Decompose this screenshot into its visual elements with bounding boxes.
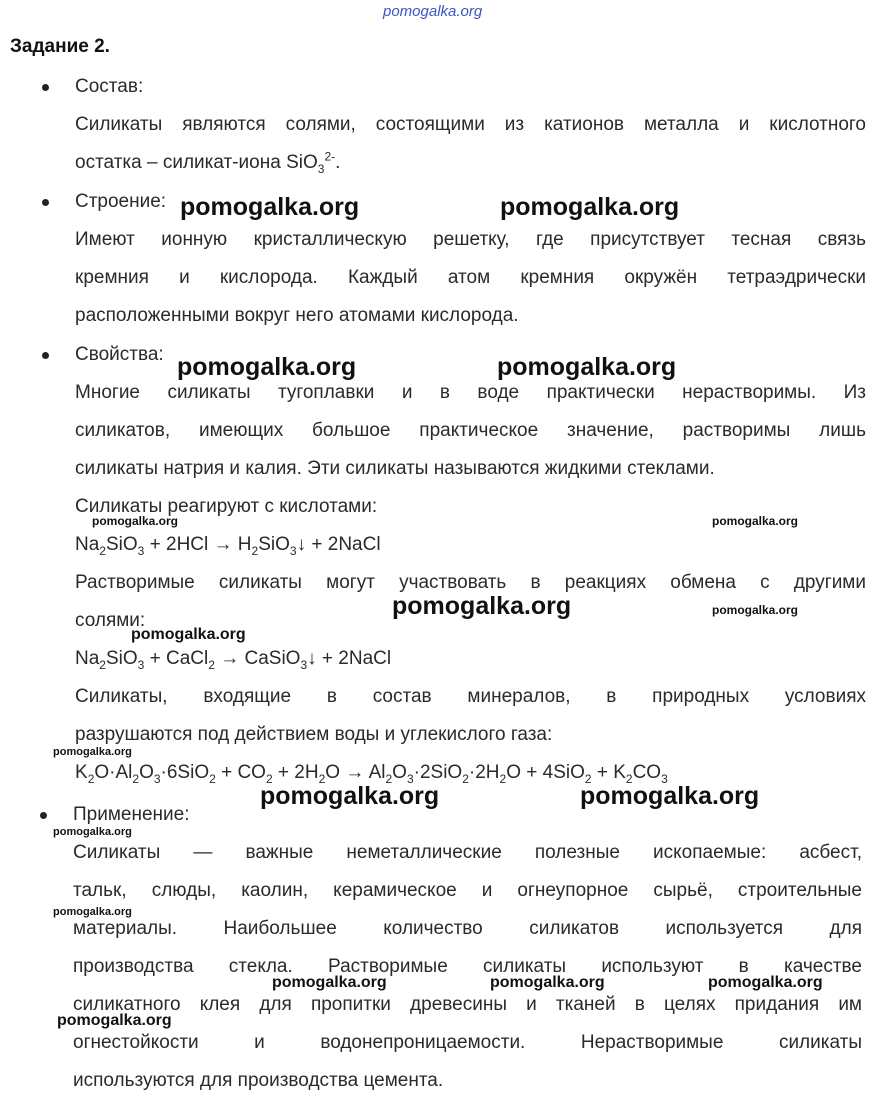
composition-line-2: остатка – силикат-иона SiO$_3^{2-}$. [75, 149, 341, 176]
application-line-5: силикатного клея для пропитки древесины и тканей в целях придания им [73, 994, 862, 1015]
structure-line-3: расположенными вокруг него атомами кислорода. [75, 305, 519, 326]
properties-line-3: силикаты натрия и калия. Эти силикаты называются жидкими стеклами. [75, 458, 715, 479]
application-line-4: производства стекла. Растворимые силикаты используют в качестве [73, 956, 862, 977]
application-line-7: используются для производства цемента. [73, 1070, 444, 1091]
properties-line-4: Силикаты реагируют с кислотами: [75, 496, 378, 517]
watermark-logo: pomogalka.org [497, 353, 677, 381]
application-line-2: тальк, слюды, каолин, керамическое и огнеупорное сырьё, строительные [73, 880, 862, 901]
heading-application: Применение: [73, 804, 190, 825]
application-line-6: огнестойкости и водонепроницаемости. Нерастворимые силикаты [73, 1032, 862, 1053]
watermark-logo: pomogalka.org [53, 906, 132, 918]
properties-line-6: солями: [75, 610, 146, 631]
bullet-icon [42, 199, 49, 206]
heading-composition: Состав: [75, 76, 144, 97]
properties-line-1: Многие силикаты тугоплавки и в воде практически нерастворимы. Из [75, 382, 866, 403]
watermark-logo: pomogalka.org [57, 1012, 172, 1029]
watermark-logo: pomogalka.org [53, 746, 132, 758]
application-line-3: материалы. Наибольшее количество силикатов используется для [73, 918, 862, 939]
structure-line-2: кремния и кислорода. Каждый атом кремния окружён тетраэдрически [75, 267, 866, 288]
watermark-logo: pomogalka.org [712, 603, 799, 617]
equation-3: $K_2O\cdot Al_2O_3\cdot 6SiO_2 + CO_2 + 2H_2O \to Al_2O_3\cdot 2SiO_2\cdot 2H_2O + 4SiO_2 + K_2CO_3$ [75, 762, 668, 786]
structure-line-1: Имеют ионную кристаллическую решетку, где присутствует тесная связь [75, 229, 866, 250]
watermark-logo: pomogalka.org [490, 974, 605, 991]
application-line-1: Силикаты — важные неметаллические полезные ископаемые: асбест, [73, 842, 862, 863]
watermark-logo: pomogalka.org [260, 782, 440, 810]
watermark-logo: pomogalka.org [708, 974, 823, 991]
properties-line-2: силикатов, имеющих большое практическое значение, растворимы лишь [75, 420, 866, 441]
watermark-logo: pomogalka.org [92, 514, 179, 528]
equation-2: $Na_2SiO_3$ + CaCl$_2$ → CaSiO$_3$↓ + 2NaCl [75, 648, 392, 672]
task-title: Задание 2. [10, 36, 110, 57]
bullet-icon [42, 352, 49, 359]
heading-structure: Строение: [75, 191, 167, 212]
watermark-logo: pomogalka.org [53, 826, 132, 838]
watermark-logo: pomogalka.org [500, 193, 680, 221]
heading-properties: Свойства: [75, 344, 164, 365]
watermark-logo: pomogalka.org [580, 782, 760, 810]
watermark-logo: pomogalka.org [177, 353, 357, 381]
watermark-logo: pomogalka.org [272, 974, 387, 991]
site-watermark-top: pomogalka.org [383, 3, 483, 20]
watermark-logo: pomogalka.org [180, 193, 360, 221]
properties-line-7: Силикаты, входящие в состав минералов, в природных условиях [75, 686, 866, 707]
watermark-logo: pomogalka.org [131, 626, 246, 643]
bullet-icon [42, 84, 49, 91]
watermark-logo: pomogalka.org [392, 592, 572, 620]
bullet-icon [40, 812, 47, 819]
properties-line-5: Растворимые силикаты могут участвовать в реакциях обмена с другими [75, 572, 866, 593]
composition-line-1: Силикаты являются солями, состоящими из катионов металла и кислотного [75, 114, 866, 135]
equation-1: $Na_2SiO_3 + 2HCl$ → $H_2SiO_3↓$ + 2NaCl [75, 534, 381, 558]
watermark-logo: pomogalka.org [712, 514, 799, 528]
properties-line-8: разрушаются под действием воды и углекислого газа: [75, 724, 553, 745]
